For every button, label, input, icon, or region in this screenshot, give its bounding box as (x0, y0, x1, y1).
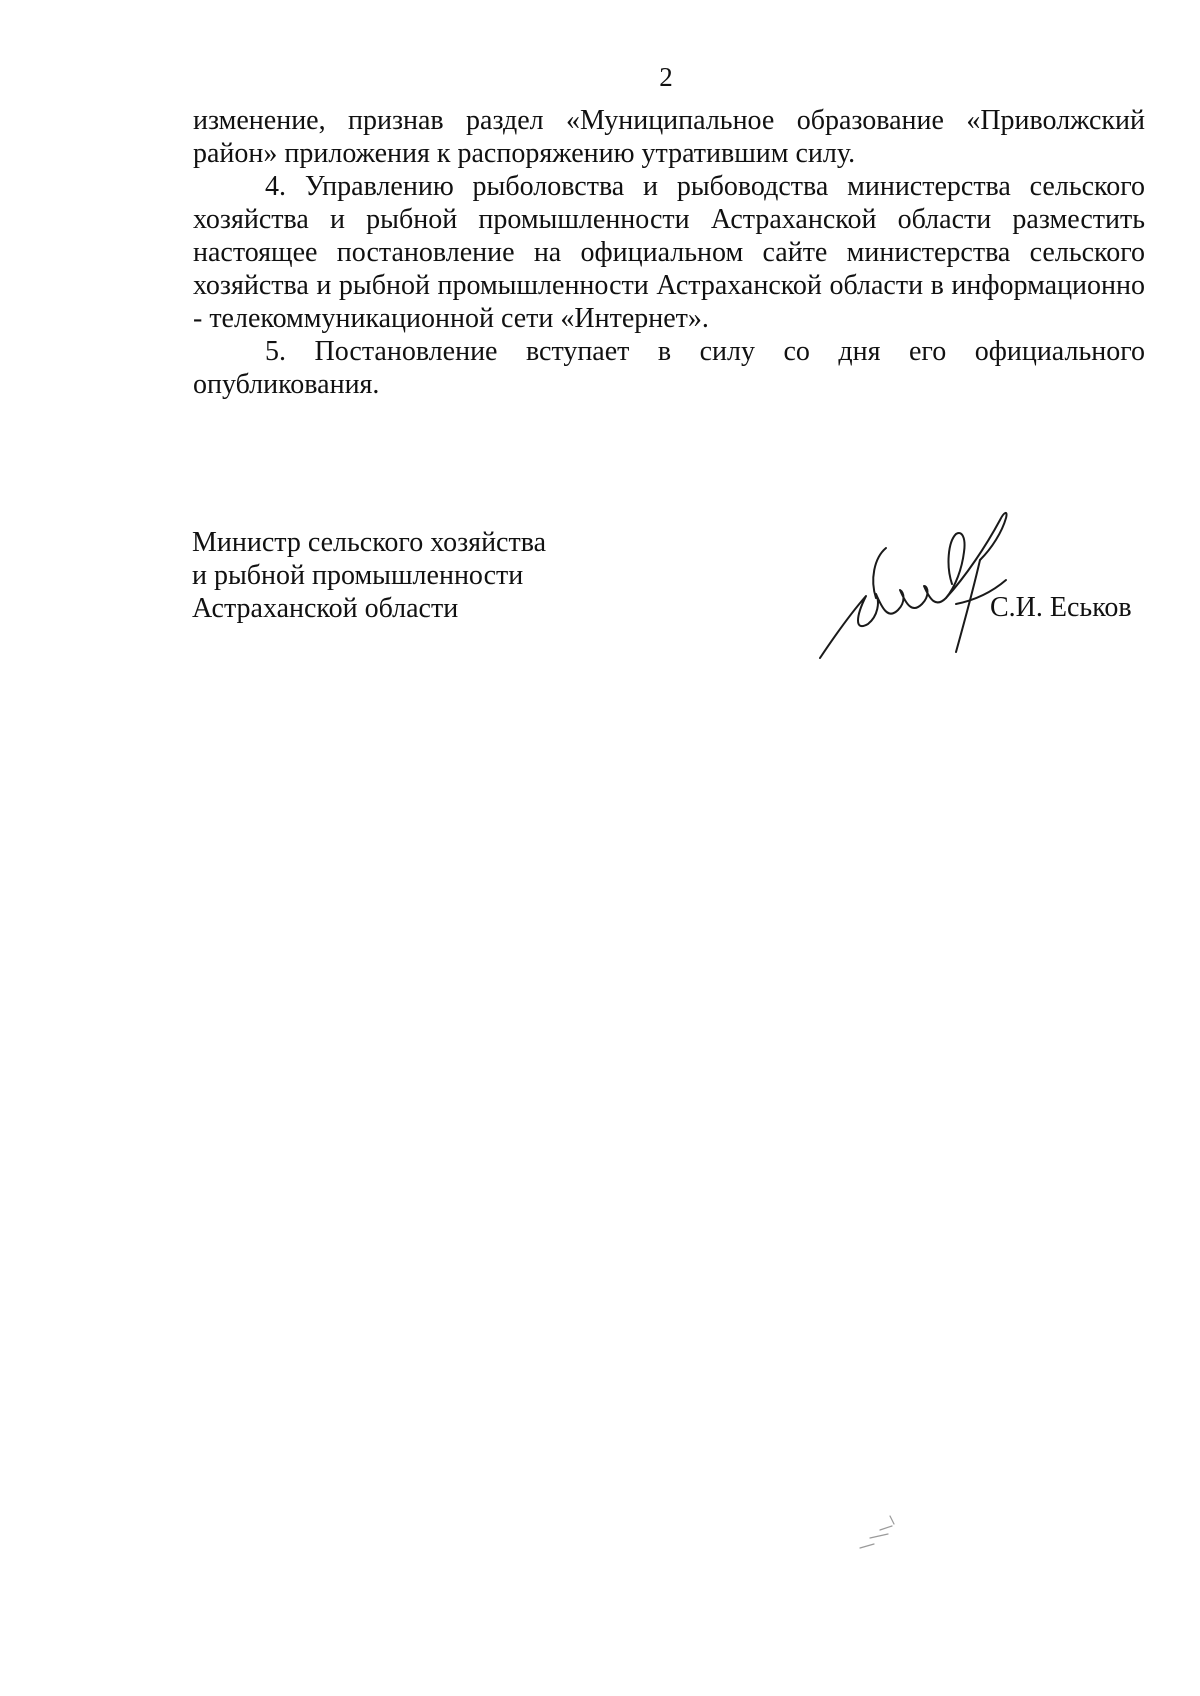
document-body (193, 104, 1145, 401)
signatory-title-line: Министр сельского хозяйства (192, 527, 546, 558)
scan-artifact-mark (850, 1512, 900, 1554)
paragraph-item-4: 4. Управлению рыболовства и рыбоводства министерства сельского хозяйства и рыбной промышленности Астраханской области разместить настоящее постановление на официальном сайте министерства сельского хозяйства и рыбной промышленности Астраханской области в информационно - телекоммуникационной сети «Интернет». (193, 171, 1145, 334)
handwritten-signature (816, 506, 1046, 662)
signatory-title (192, 526, 546, 625)
paragraph-item-5: 5. Постановление вступает в силу со дня его официального опубликования. (193, 336, 1145, 400)
signatory-name: С.И. Еськов (990, 592, 1132, 623)
paragraph-continuation: изменение, признав раздел «Муниципальное образование «Приволжский район» приложения к распоряжению утратившим силу. (193, 105, 1145, 169)
signatory-title-line: и рыбной промышленности (192, 560, 524, 591)
page-number: 2 (659, 62, 673, 92)
signatory-title-line: Астраханской области (192, 593, 459, 624)
